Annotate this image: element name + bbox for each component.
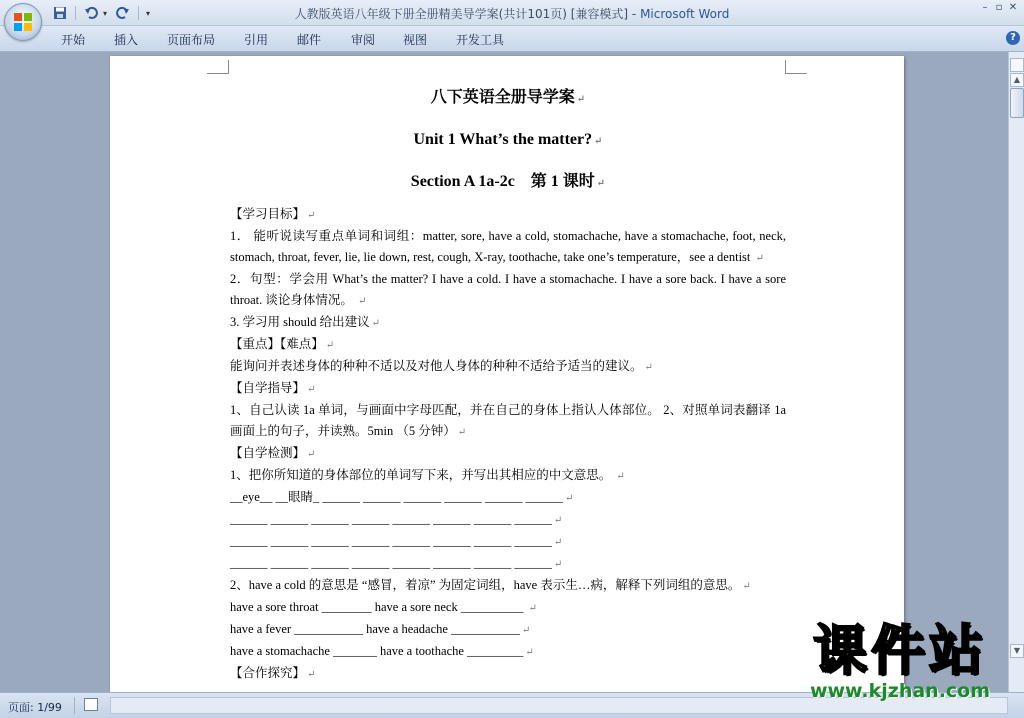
customize-qat-icon[interactable]: ▾ [146,8,151,18]
paragraph-mark: ↵ [307,449,316,460]
scroll-up-icon[interactable]: ▲ [1010,73,1024,87]
scroll-thumb[interactable] [1010,88,1024,118]
self-check-item-2: 2、have a cold 的意思是 “感冒，着凉” 为固定词组，have 表示生…病，解释下列词组的意思。 ↵ [230,578,751,592]
goal-item-1: 1． 能听说读写重点单词和词组：matter, sore, have a cold, stomachache, have a stomachache, foot, neck, stomach, throat, fever, lie, lie down, rest, cough, X-ray, toothache, take one’s temperature，see a dentist ↵ [230,229,786,264]
tab-developer[interactable]: 开发工具 [456,33,505,47]
undo-dropdown-icon[interactable]: ▾ [103,8,108,18]
fill-blank-row[interactable]: __eye__ __眼睛_ ______ ______ ______ ______ ______ ______ ↵ [230,490,574,504]
scroll-down-icon[interactable]: ▼ [1010,644,1024,658]
ruler-toggle-icon[interactable] [1010,58,1024,72]
section-heading: Section A 1a-2c 第 1 课时 ↵ [410,173,606,190]
key-points-text: 能询问并表述身体的种种不适以及对他人身体的种种不适给予适当的建议。 ↵ [230,359,653,373]
paragraph-mark: ↵ [644,362,653,373]
paragraph-mark: ↵ [616,471,625,482]
paragraph-mark: ↵ [553,515,563,526]
paragraph-mark: ↵ [307,669,316,680]
fill-blank-row[interactable]: ______ ______ ______ ______ ______ ______ ______ ______ ↵ [230,534,563,548]
self-study-heading: 【自学指导】 ↵ [230,381,316,395]
goal-item-3: 3. 学习用 should 给出建议 ↵ [230,315,380,329]
paragraph-mark: ↵ [325,340,335,351]
page-count[interactable]: 页面: 1/99 [8,701,62,714]
paragraph-mark: ↵ [596,178,606,189]
office-button[interactable] [4,3,42,41]
status-separator [74,697,75,714]
title-separator: - [628,7,641,21]
paragraph-mark: ↵ [755,253,764,264]
tab-home[interactable]: 开始 [61,33,86,47]
title-bar [0,0,1024,26]
watermark-url: www.kjzhan.com [809,680,991,702]
window-title [0,5,1024,22]
phrase-row[interactable]: have a fever ___________ have a headache ___________ ↵ [230,622,531,636]
phrase-row[interactable]: have a sore throat ________ have a sore neck __________ ↵ [230,600,537,614]
document-title: 人教版英语八年级下册全册精美导学案(共计101页) [兼容模式] [294,7,629,21]
tab-mailings[interactable]: 邮件 [297,33,322,47]
crop-mark-top-left [207,60,229,74]
document-body[interactable] [230,84,786,685]
document-page[interactable] [110,56,904,692]
paragraph-mark: ↵ [742,581,751,592]
tab-page-layout[interactable]: 页面布局 [167,33,216,47]
tab-references[interactable]: 引用 [244,33,269,47]
ribbon-tabs [0,26,1024,52]
paragraph-mark: ↵ [594,136,603,147]
restore-icon[interactable]: ▫ [995,2,1003,13]
proofing-icon[interactable] [84,698,98,711]
self-study-text: 1、自己认读 1a 单词，与画面中字母匹配，并在自己的身体上指认人体部位。 2、对照单词表翻译 1a 画面上的句子，并读熟。5min （5 分钟） ↵ [230,403,786,438]
help-icon[interactable]: ? [1006,31,1020,45]
paragraph-mark: ↵ [553,537,563,548]
paragraph-mark: ↵ [371,318,380,329]
app-name: Microsoft Word [640,7,730,21]
paragraph-mark: ↵ [358,296,367,307]
close-icon[interactable]: ✕ [1008,2,1018,13]
fill-blank-row[interactable]: ______ ______ ______ ______ ______ ______ ______ ______ ↵ [230,512,563,526]
tab-view[interactable]: 视图 [403,33,428,47]
document-heading: 八下英语全册导学案 ↵ [430,89,586,106]
document-area [0,52,1008,692]
paragraph-mark: ↵ [307,210,316,221]
minimize-icon[interactable]: – [982,2,988,13]
fill-blank-row[interactable]: ______ ______ ______ ______ ______ ______ ______ ______ ↵ [230,556,563,570]
watermark-text: 课件站 [813,619,987,682]
goal-item-2: 2．句型：学会用 What’s the matter? I have a cold. I have a stomachache. I have a sore back. I have a sore throat. 谈论身体情况。 ↵ [230,272,786,307]
self-check-heading: 【自学检测】 ↵ [230,446,316,460]
phrase-row[interactable]: have a stomachache _______ have a toothache _________ ↵ [230,644,534,658]
self-check-item-1: 1、把你所知道的身体部位的单词写下来，并写出其相应的中文意思。 ↵ [230,468,625,482]
tab-insert[interactable]: 插入 [114,33,139,47]
paragraph-mark: ↵ [553,559,563,570]
goal-heading: 【学习目标】 ↵ [230,207,316,221]
paragraph-mark: ↵ [576,94,586,105]
cooperation-heading: 【合作探究】 ↵ [230,666,316,680]
vertical-scrollbar[interactable] [1008,52,1024,692]
paragraph-mark: ↵ [457,427,467,438]
paragraph-mark: ↵ [525,647,534,658]
crop-mark-top-right [785,60,807,74]
window-controls [978,2,1020,14]
key-points-heading: 【重点】【难点】 ↵ [230,337,335,351]
office-logo-icon [13,12,33,32]
paragraph-mark: ↵ [521,625,531,636]
paragraph-mark: ↵ [307,384,316,395]
tab-review[interactable]: 审阅 [351,33,376,47]
paragraph-mark: ↵ [564,493,574,504]
watermark-logo [776,620,1024,718]
paragraph-mark: ↵ [528,603,537,614]
unit-heading: Unit 1 What’s the matter? ↵ [413,131,603,148]
